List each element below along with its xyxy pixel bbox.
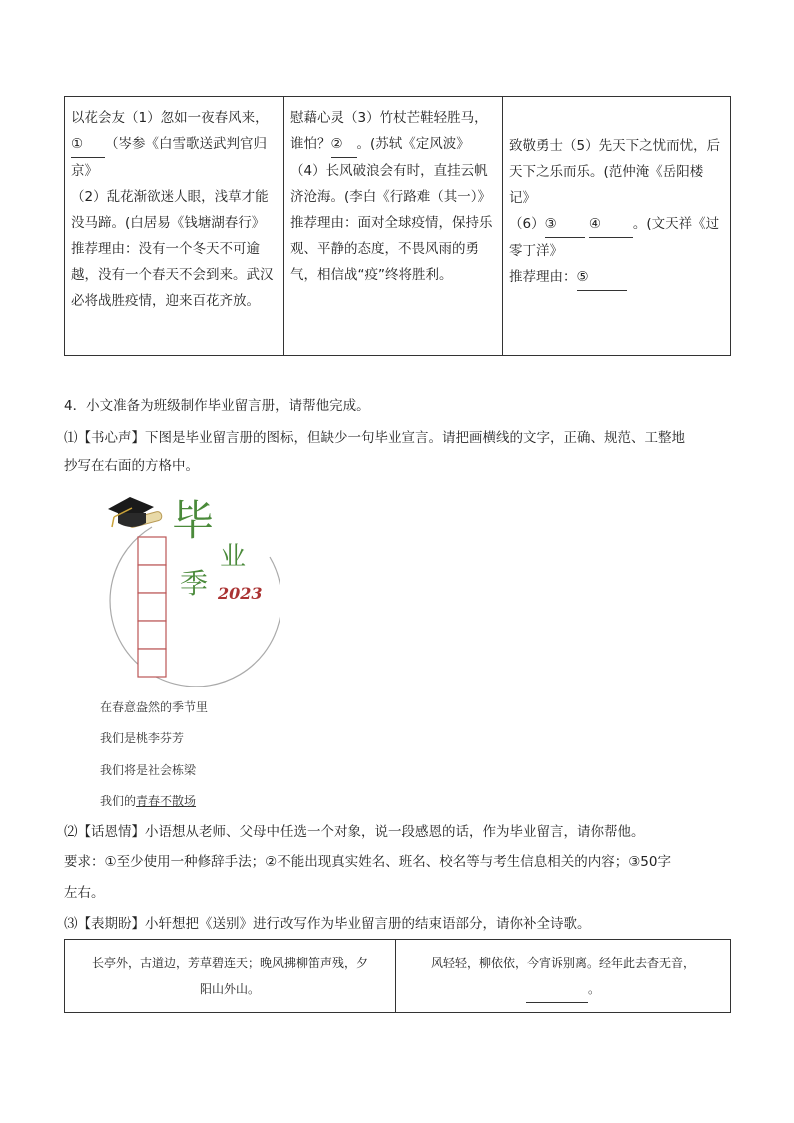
farewell-poem-table [64,939,731,1013]
svg-text:业: 业 [220,542,247,572]
cell-text: （4）长风破浪会有时，直挂云帆济沧海。(李白《行路难（其一）》 [290,163,492,205]
cell-text: （2）乱花渐欲迷人眼，浅草才能没马蹄。(白居易《钱塘湖春行》 [71,189,269,231]
question-4-2-req-line2: 左右。 [64,885,105,901]
recommend-reason: 推荐理由：面对全球疫情，保持乐观、平静的态度，不畏风雨的勇气，相信战“疫”终将胜利。 [290,215,493,283]
svg-text:2023: 2023 [218,584,263,603]
verse-line-4: 我们的青春不散场 [100,794,197,808]
graduation-logo [100,487,280,687]
cell-text: 。(文天祥《过零丁洋》 [509,216,720,259]
answer-blank-1[interactable]: ① [71,131,105,158]
poem-left-cell [65,940,396,1013]
poem-line: 风轻轻，柳依依，今宵诉别离。经年此去杳无音， [430,955,695,970]
recommend-reason: 推荐理由：没有一个冬天不可逾越，没有一个春天不会到来。武汉必将战胜疫情，迎来百花齐放。 [71,241,274,309]
poem-answer-blank[interactable] [526,976,588,1003]
answer-blank-4[interactable]: ④ [589,211,633,238]
cell-text: （岑参《白雪歌送武判官归京》 [71,136,267,179]
question-4-2: ⑵【话恩情】小语想从老师、父母中任选一个对象，说一段感恩的话，作为毕业留言，请你帮他。 [64,824,645,840]
graduation-cap-icon [100,487,280,687]
verse-line-2: 我们是桃李芬芳 [100,731,185,745]
poem-line: 阳山外山。 [199,982,260,996]
cell-text: 。(苏轼《定风波》 [356,136,470,152]
table-cell-heroes [503,97,731,356]
poem-line: 长亭外，古道边，芳草碧连天；晚风拂柳笛声残，夕 [91,956,368,970]
recommend-label: 推荐理由： [509,269,577,285]
table-cell-flowers [65,97,284,356]
cell-text: 致敬勇士（5）先天下之忧而忧，后天下之乐而乐。(范仲淹《岳阳楼记》 [509,138,721,206]
answer-blank-5[interactable]: ⑤ [577,264,627,291]
poem-recommend-table [64,96,731,356]
question-4-1-line1: ⑴【书心声】下图是毕业留言册的图标，但缺少一句毕业宣言。请把画横线的文字，正确、规范、工整地 [64,430,685,446]
cell-text: 慰藉心灵（3）竹杖芒鞋轻胜马，谁怕？ [290,110,488,152]
answer-blank-3[interactable]: ③ [545,211,585,238]
question-4-1-line2: 抄写在右面的方格中。 [64,458,199,474]
underlined-declaration: 青春不散场 [136,794,197,808]
question-4-title: 4．小文准备为班级制作毕业留言册，请帮他完成。 [64,398,370,414]
cell-text: （6） [509,216,545,232]
cell-text: 以花会友（1）忽如一夜春风来， [71,110,269,126]
question-4-2-req-line1: 要求：①至少使用一种修辞手法；②不能出现真实姓名、班名、校名等与考生信息相关的内容；③50字 [64,854,671,870]
verse-line-3: 我们将是社会栋梁 [100,763,197,777]
svg-text:季: 季 [180,567,209,600]
answer-blank-2[interactable]: ② [331,131,357,158]
svg-text:毕: 毕 [172,496,215,545]
verse-line-1: 在春意盎然的季节里 [100,700,209,714]
poem-right-cell: 风轻轻，柳依依，今宵诉别离。经年此去杳无音， 。 [396,940,731,1013]
question-4-3: ⑶【表期盼】小轩想把《送别》进行改写作为毕业留言册的结束语部分，请你补全诗歌。 [64,916,591,932]
table-cell-comfort [284,97,503,356]
